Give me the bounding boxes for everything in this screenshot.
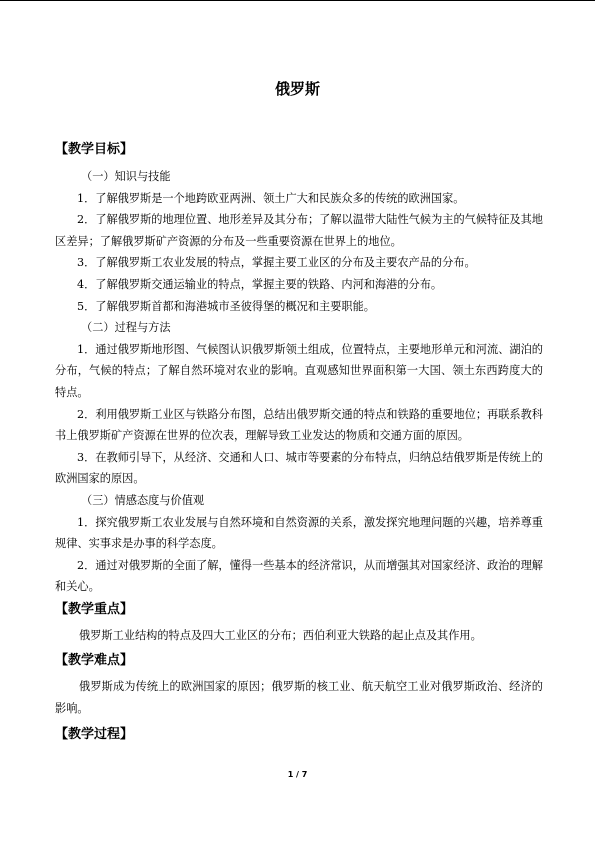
top-rule <box>0 0 595 1</box>
key-points-text: 俄罗斯工业结构的特点及四大工业区的分布；西伯利亚大铁路的起止点及其作用。 <box>79 628 482 642</box>
knowledge-item-2: 2．了解俄罗斯的地理位置、地形差异及其分布；了解以温带大陆性气候为主的气候特征及其地区差异；了解俄罗斯矿产资源的分布及一些重要资源在世界上的地位。 <box>55 213 543 248</box>
document-body <box>55 138 543 747</box>
process-heading: （二）过程与方法 <box>81 321 171 335</box>
knowledge-item-1: 1．了解俄罗斯是一个地跨欧亚两洲、领土广大和民族众多的传统的欧洲国家。 <box>77 191 465 205</box>
process-item-1: 1．通过俄罗斯地形图、气候图认识俄罗斯领土组成，位置特点，主要地形单元和河流、湖泊的分布，气候的特点；了解自然环境对农业的影响。直观感知世界面积第一大国、领土东西跨度大的特点。 <box>55 342 543 399</box>
knowledge-item-5: 5．了解俄罗斯首都和海港城市圣彼得堡的概况和主要职能。 <box>77 299 375 313</box>
knowledge-heading: （一）知识与技能 <box>81 170 171 183</box>
attitude-heading: （三）情感态度与价值观 <box>81 493 205 507</box>
key-points-heading: 【教学重点】 <box>55 601 134 617</box>
page-number: 1 / 7 <box>287 770 308 779</box>
attitude-item-2: 2．通过对俄罗斯的全面了解，懂得一些基本的经济常识，从而增强其对国家经济、政治的理解和关心。 <box>55 558 543 594</box>
process-section-heading: 【教学过程】 <box>55 726 134 742</box>
knowledge-item-4: 4．了解俄罗斯交通运输业的特点，掌握主要的铁路、内河和海港的分布。 <box>77 277 443 291</box>
process-item-2: 2．利用俄罗斯工业区与铁路分布图，总结出俄罗斯交通的特点和铁路的重要地位；再联系教科书上俄罗斯矿产资源在世界的位次表，理解导致工业发达的物质和交通方面的原因。 <box>55 407 543 443</box>
objectives-heading: 【教学目标】 <box>55 142 134 157</box>
difficulties-heading: 【教学难点】 <box>55 653 134 669</box>
knowledge-item-3: 3．了解俄罗斯工农业发展的特点，掌握主要工业区的分布及主要农产品的分布。 <box>77 256 476 270</box>
process-item-3: 3．在教师引导下，从经济、交通和人口、城市等要素的分布特点，归纳总结俄罗斯是传统上的欧洲国家的原因。 <box>55 450 543 486</box>
attitude-item-1: 1．探究俄罗斯工农业发展与自然环境和自然资源的关系，激发探究地理问题的兴趣，培养尊重规律、实事求是办事的科学态度。 <box>55 515 543 551</box>
difficulties-text: 俄罗斯成为传统上的欧洲国家的原因；俄罗斯的核工业、航天航空工业对俄罗斯政治、经济的影响。 <box>55 680 543 716</box>
page-title: 俄罗斯 <box>274 80 320 98</box>
